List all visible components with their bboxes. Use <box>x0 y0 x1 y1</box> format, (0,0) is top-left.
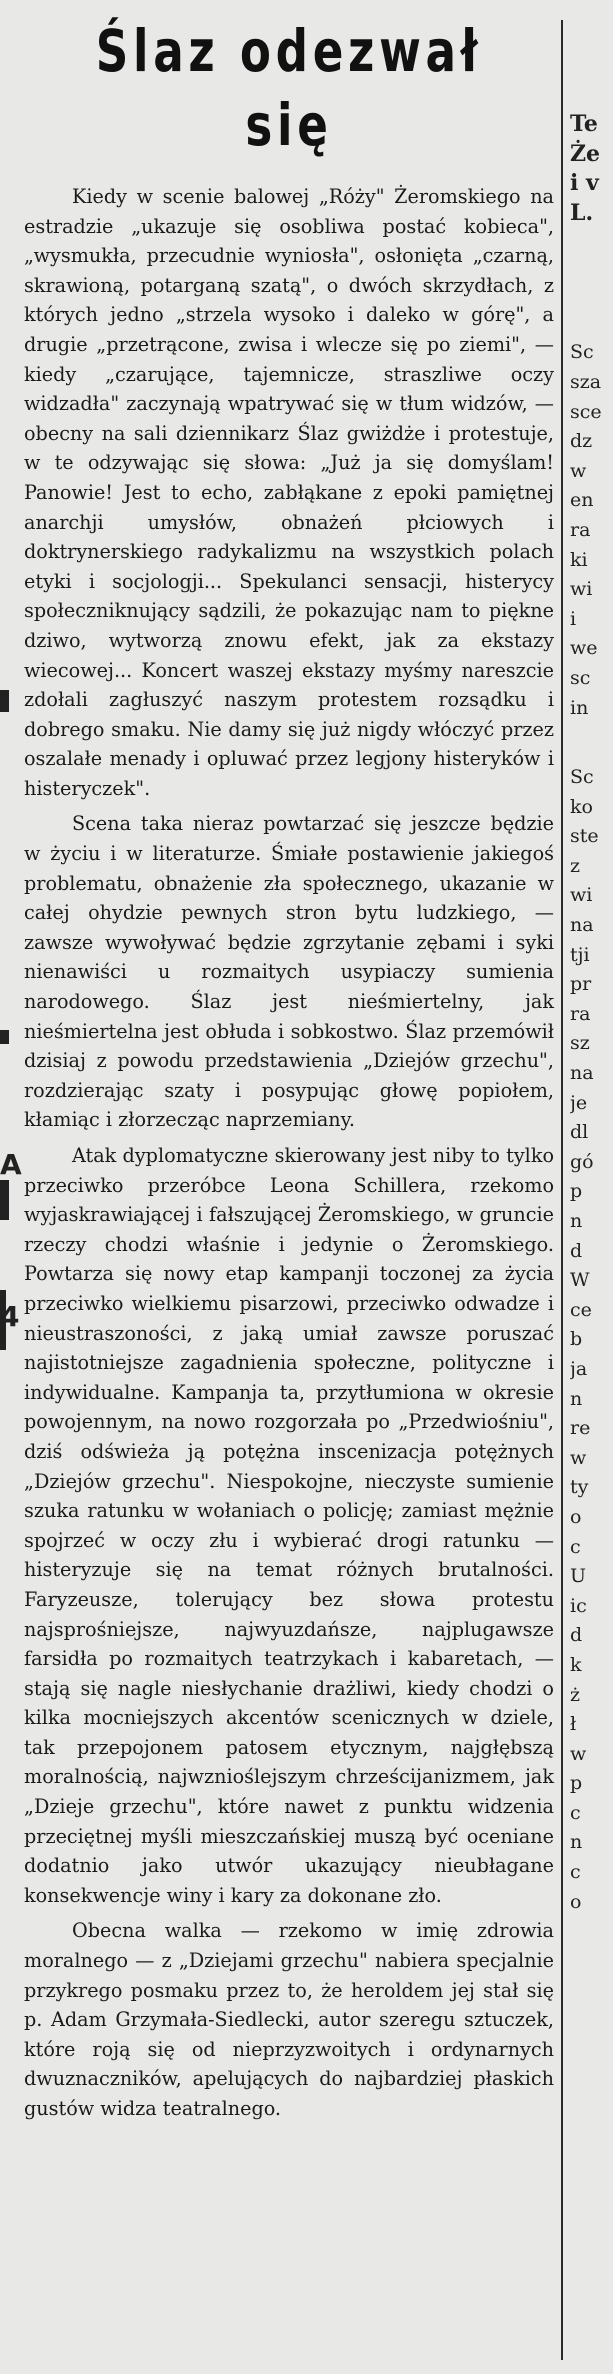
adjacent-column-fragment: n <box>570 1210 583 1232</box>
adjacent-column-fragment: W <box>570 1269 590 1292</box>
adjacent-column-fragment: U <box>570 1565 587 1588</box>
adjacent-column-fragment: o <box>570 1890 582 1913</box>
scan-left-edge <box>0 0 22 2374</box>
article <box>24 14 554 2364</box>
adjacent-column-fragment: Że <box>570 140 601 167</box>
adjacent-column-fragment: sz <box>570 1032 590 1055</box>
adjacent-column-fragment: ce <box>570 1298 592 1321</box>
adjacent-column-fragment: ra <box>570 1002 591 1025</box>
adjacent-column-fragment: pr <box>570 973 592 996</box>
article-body <box>24 182 554 2124</box>
adjacent-column-fragment: k <box>570 1653 582 1676</box>
adjacent-column-fragment: p <box>570 1180 583 1203</box>
article-paragraph: Kiedy w scenie balowej „Róży" Żeromskiego na estradzie „ukazuje się osobliwa postać kobieca", „wysmukła, przecudnie wyniosła", osłonięta „czarną, skrawioną, potarganą szatą", o dwóch skrzydłach, z których jedno „strzela wysoko i daleko w górę", a drugie „przetrącone, zwisa i wlecze się po ziemi", — kiedy „czarujące, tajemnicze, straszliwe oczy widzadła" zaczynają wpatrywać się w tłum widzów, — obecny na sali dziennikarz Ślaz gwiżdże i protestuje, w te odzywając się słowa: „Już ja się domyślam! Panowie! Jest to echo, zabłąkane z epoki pamiętnej anarchji umysłów, obnażeń płciowych i doktrynerskiego radykalizmu na wszystkich polach etyki i socjologji... Spekulanci sensacji, histerycy społeczniknujący sądzili, że pokazując nam to piękne dziwo, wytworzą znowu efekt, jak za ekstazy wiecowej... Koncert waszej ekstazy myśmy nareszcie zdołali zagłuszyć naszym protestem rozsądku i dobrego smaku. Nie damy się już nigdy włóczyć przez oszalałe menady i opluwać przez legjony histeryków i histeryczek". <box>24 185 554 800</box>
adjacent-column <box>570 110 613 2360</box>
adjacent-column-fragment: in <box>570 696 589 719</box>
adjacent-column-fragment: i <box>570 607 577 630</box>
adjacent-column-fragment: ja <box>570 1357 588 1380</box>
adjacent-column-fragment: na <box>570 914 594 937</box>
adjacent-column-fragment: je <box>570 1091 588 1114</box>
edge-letter: A <box>0 1148 22 1181</box>
adjacent-column-fragment: we <box>570 637 598 660</box>
adjacent-column-fragment: gó <box>570 1150 594 1173</box>
column-gap <box>570 228 613 338</box>
adjacent-column-fragment: ko <box>570 795 593 818</box>
adjacent-column-fragment: na <box>570 1062 594 1085</box>
adjacent-column-fragment: n <box>570 1387 583 1410</box>
adjacent-column-fragment: ste <box>570 825 599 848</box>
adjacent-column-fragment: dl <box>570 1121 589 1144</box>
adjacent-column-fragment: ki <box>570 548 588 571</box>
adjacent-column-fragment: c <box>570 1861 581 1884</box>
edge-mark <box>0 1030 9 1044</box>
edge-mark <box>0 1180 9 1220</box>
adjacent-column-fragment: dz <box>570 430 593 453</box>
adjacent-column-fragment: ic <box>570 1594 587 1617</box>
adjacent-column-fragment: w <box>570 1446 587 1469</box>
adjacent-column-fragment: ty <box>570 1476 589 1499</box>
adjacent-column-fragment: n <box>570 1831 583 1854</box>
adjacent-column-fragment: Te <box>570 111 598 137</box>
adjacent-column-fragment: w <box>570 1742 587 1765</box>
adjacent-column-fragment: c <box>570 1801 581 1824</box>
adjacent-column-fragment: Sc <box>570 341 594 364</box>
adjacent-column-fragment: sc <box>570 666 591 689</box>
adjacent-column-fragment: b <box>570 1328 583 1351</box>
adjacent-column-fragment: p <box>570 1772 583 1795</box>
adjacent-column-fragment: ł <box>570 1713 577 1736</box>
edge-digit: 4 <box>0 1300 20 1333</box>
adjacent-column-fragment: re <box>570 1417 591 1440</box>
adjacent-column-fragment: i v <box>570 170 599 197</box>
adjacent-column-fragment: sza <box>570 370 602 393</box>
article-paragraph: Scena taka nieraz powtarzać się jeszcze będzie w życiu i w literaturze. Śmiałe postawienie jakiegoś problematu, obnażenie zła społecznego, ukazanie w całej ohydzie pewnych stron bytu ludzkiego, — zawsze wywoływać będzie zgrzytanie zębami i syki nienawiści u rozmaitych usypiaczy sumienia narodowego. Ślaz jest nieśmiertelny, jak nieśmiertelna jest obłuda i sobkostwo. Ślaz przemówił dzisiaj z powodu przedstawienia „Dziejów grzechu", rozdzierając szaty i posypując głowę popiołem, kłamiąc i złorzecząc naprzemiany. <box>24 812 554 1132</box>
adjacent-column-fragment: c <box>570 1535 581 1558</box>
adjacent-column-fragment: en <box>570 489 594 512</box>
adjacent-column-fragment: sce <box>570 400 602 423</box>
adjacent-column-fragment: Sc <box>570 766 594 789</box>
adjacent-column-fragment: L. <box>570 199 594 226</box>
article-paragraph: Atak dyplomatyczne skierowany jest niby to tylko przeciwko przeróbce Leona Schillera, rzekomo wyjaskrawiającej i fałszującej Żeromskiego, w gruncie rzeczy chodzi właśnie i jedynie o Żeromskiego. Powtarza się nowy etap kampanji toczonej za życia przeciwko wielkiemu pisarzowi, przeciwko odwadze i nieustraszoności, z jaką umiał zawsze poruszać najistotniejsze zagadnienia społeczne, polityczne i indywidualne. Kampanja ta, przytłumiona w okresie powojennym, na nowo rozgorzała po „Przedwiośniu", dziś odświeża ją potężna inscenizacja potężnych „Dziejów grzechu". Niespokojne, nieczyste sumienie szuka ratunku w wołaniach o policję; zamiast mężnie spojrzeć w oczy złu i wybierać drogi ratunku — histeryzuje się na temat różnych brutalności. Faryzeusze, tolerujący bez słowa protestu najsprośniejsze, najwyuzdańsze, najplugawsze farsidła po rozmaitych teatrzykach i kabaretach, — stają się nagle niesłychanie drażliwi, kiedy chodzi o kilka mocniejszych akcentów scenicznych w dziele, tak przepojonem patosem etycznym, najgłębszą moralnością, najwznioślejszym chrześcijanizmem, jak „Dzieje grzechu", które nawet z punktu widzenia przeciętnej myśli mieszczańskiej muszą być oceniane dodatnio jako utwór ukazujący nieubłagane konsekwencje winy i kary za dokonane zło. <box>24 1144 554 1907</box>
adjacent-column-fragment: d <box>570 1239 583 1262</box>
article-paragraph: Obecna walka — rzekomo w imię zdrowia moralnego — z „Dziejami grzechu" nabiera specjalnie przykrego posmaku przez to, że heroldem jej stał się p. Adam Grzymała-Siedlecki, autor szeregu sztuczek, które roją się od nieprzyzwoitych i ordynarnych dwuznaczników, apelujących do najbardziej płaskich gustów widza teatralnego. <box>24 1919 554 2120</box>
adjacent-column-fragment: ż <box>570 1683 581 1706</box>
adjacent-column-fragment: d <box>570 1624 583 1647</box>
adjacent-column-fragment: ra <box>570 518 591 541</box>
column-gap <box>570 723 613 763</box>
column-divider <box>561 20 563 2360</box>
article-title: Ślaz odezwał się <box>95 17 483 159</box>
edge-mark <box>0 690 9 712</box>
adjacent-column-fragment: z <box>570 854 581 877</box>
adjacent-column-fragment: tji <box>570 943 590 966</box>
adjacent-column-fragment: wi <box>570 578 593 601</box>
adjacent-column-fragment: w <box>570 459 587 482</box>
adjacent-column-fragment: wi <box>570 884 593 907</box>
adjacent-column-fragment: o <box>570 1505 582 1528</box>
